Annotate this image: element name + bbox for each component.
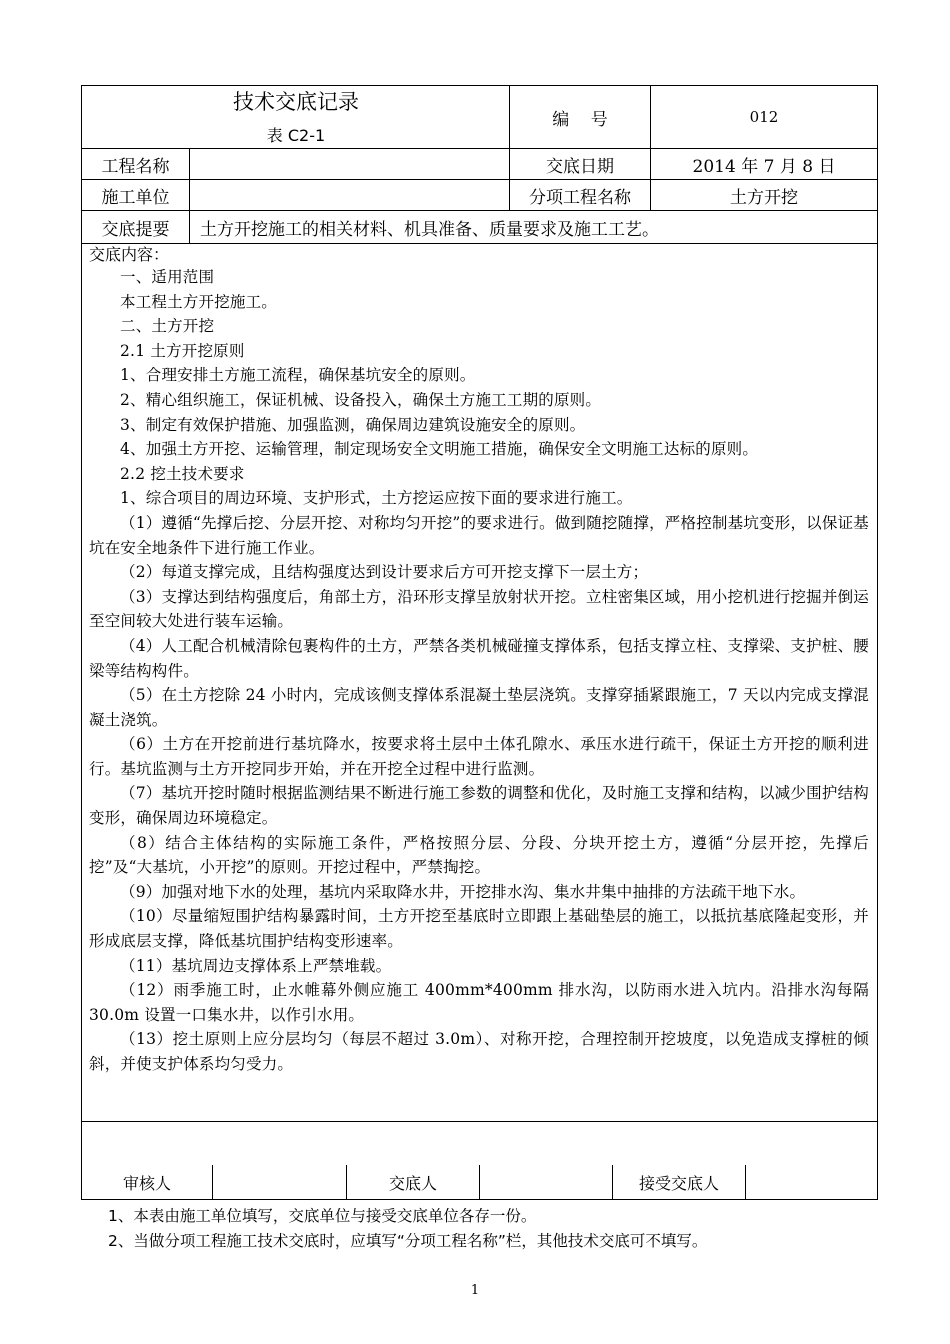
discloser-label: 交底人 — [347, 1165, 480, 1200]
reviewer-value — [213, 1165, 347, 1200]
form-header-row — [82, 86, 877, 149]
signature-row — [82, 1165, 877, 1200]
paragraph: （9）加强对地下水的处理，基坑内采取降水井，开挖排水沟、集水井集中抽排的方法疏干地下水。 — [120, 882, 806, 901]
paragraph: （11）基坑周边支撑体系上严禁堆载。 — [120, 956, 392, 975]
summary-label: 交底提要 — [82, 211, 190, 243]
form-title: 技术交底记录 — [233, 90, 359, 114]
form-notes — [108, 1204, 707, 1254]
note-item: 1、本表由施工单位填写，交底单位与接受交底单位各存一份。 — [108, 1207, 537, 1225]
discloser-value — [480, 1165, 613, 1200]
receiver-value — [746, 1165, 877, 1200]
paragraph: （13）挖土原则上应分层均匀（每层不超过 3.0m）、对称开挖，合理控制开挖坡度，以免造成支撑桩的倾斜，并使支护体系均匀受力。 — [89, 1030, 869, 1073]
paragraph: 1、合理安排土方施工流程，确保基坑安全的原则。 — [120, 366, 476, 385]
title-cell — [82, 86, 510, 148]
paragraph: 3、制定有效保护措施、加强监测，确保周边建筑设施安全的原则。 — [120, 415, 586, 434]
date-value: 2014 年 7 月 8 日 — [692, 156, 836, 177]
paragraph: （8）结合主体结构的实际施工条件，严格按照分层、分段、分块开挖土方，遵循“分层开挖，先撑后挖”及“大基坑，小开挖”的原则。开挖过程中，严禁掏挖。 — [89, 833, 869, 877]
paragraph: （4）人工配合机械清除包裹构件的土方，严禁各类机械碰撞支撑体系，包括支撑立柱、支撑梁、支护桩、腰梁等结构构件。 — [89, 636, 869, 680]
project-name-value — [190, 149, 510, 179]
summary-row — [82, 211, 877, 244]
number-value: 012 — [749, 108, 779, 126]
content-paragraphs — [89, 265, 869, 1077]
contractor-value — [190, 180, 510, 210]
receiver-label: 接受交底人 — [613, 1165, 746, 1200]
paragraph: 二、土方开挖 — [120, 317, 215, 336]
summary-value: 土方开挖施工的相关材料、机具准备、质量要求及施工工艺。 — [200, 219, 659, 240]
contractor-row — [82, 180, 877, 211]
paragraph: 一、适用范围 — [120, 268, 215, 286]
paragraph: （5）在土方挖除 24 小时内，完成该侧支撑体系混凝土垫层浇筑。支撑穿插紧跟施工，7 天以内完成支撑混凝土浇筑。 — [89, 686, 869, 729]
subproject-label: 分项工程名称 — [510, 180, 651, 210]
disclosure-form — [81, 85, 878, 1200]
paragraph: （3）支撑达到结构强度后，角部土方，沿环形支撑呈放射状开挖。立柱密集区域，用小挖机进行挖掘并倒运至空间较大处进行装车运输。 — [89, 587, 869, 631]
project-name-label: 工程名称 — [82, 149, 190, 179]
paragraph: （1）遵循“先撑后挖、分层开挖、对称均匀开挖”的要求进行。做到随挖随撑，严格控制基坑变形，以保证基坑在安全地条件下进行施工作业。 — [89, 513, 869, 557]
paragraph: （12）雨季施工时，止水帷幕外侧应施工 400mm*400mm 排水沟，以防雨水进入坑内。沿排水沟每隔 30.0m 设置一口集水井，以作引水用。 — [89, 981, 869, 1024]
date-label: 交底日期 — [510, 149, 651, 179]
page-number: 1 — [470, 1283, 480, 1298]
reviewer-label: 审核人 — [82, 1165, 213, 1200]
paragraph: 2.1 土方开挖原则 — [120, 341, 245, 360]
disclosure-content — [82, 244, 877, 1122]
contractor-label: 施工单位 — [82, 180, 190, 210]
paragraph: 2.2 挖土技术要求 — [120, 464, 245, 483]
form-number: 表 C2-1 — [266, 126, 326, 145]
project-row — [82, 149, 877, 180]
subproject-value: 土方开挖 — [730, 187, 798, 208]
number-label: 编 号 — [510, 86, 651, 148]
paragraph: （2）每道支撑完成，且结构强度达到设计要求后方可开挖支撑下一层土方； — [120, 563, 649, 582]
paragraph: 4、加强土方开挖、运输管理，制定现场安全文明施工措施，确保安全文明施工达标的原则。 — [120, 440, 759, 459]
paragraph: （10）尽量缩短围护结构暴露时间，土方开挖至基底时立即跟上基础垫层的施工，以抵抗基底隆起变形，并形成底层支撑，降低基坑围护结构变形速率。 — [89, 907, 869, 951]
content-heading: 交底内容： — [89, 245, 170, 264]
paragraph: 1、综合项目的周边环境、支护形式，土方挖运应按下面的要求进行施工。 — [120, 489, 633, 508]
paragraph: 本工程土方开挖施工。 — [120, 292, 278, 311]
paragraph: （6）土方在开挖前进行基坑降水，按要求将土层中土体孔隙水、承压水进行疏干，保证土方开挖的顺利进行。基坑监测与土方开挖同步开始，并在开挖全过程中进行监测。 — [89, 735, 869, 778]
note-item: 2、当做分项工程施工技术交底时，应填写“分项工程名称”栏，其他技术交底可不填写。 — [108, 1232, 708, 1250]
paragraph: （7）基坑开挖时随时根据监测结果不断进行施工参数的调整和优化，及时施工支撑和结构，以减少围护结构变形，确保周边环境稳定。 — [89, 784, 869, 828]
paragraph: 2、精心组织施工，保证机械、设备投入，确保土方施工工期的原则。 — [120, 390, 602, 409]
